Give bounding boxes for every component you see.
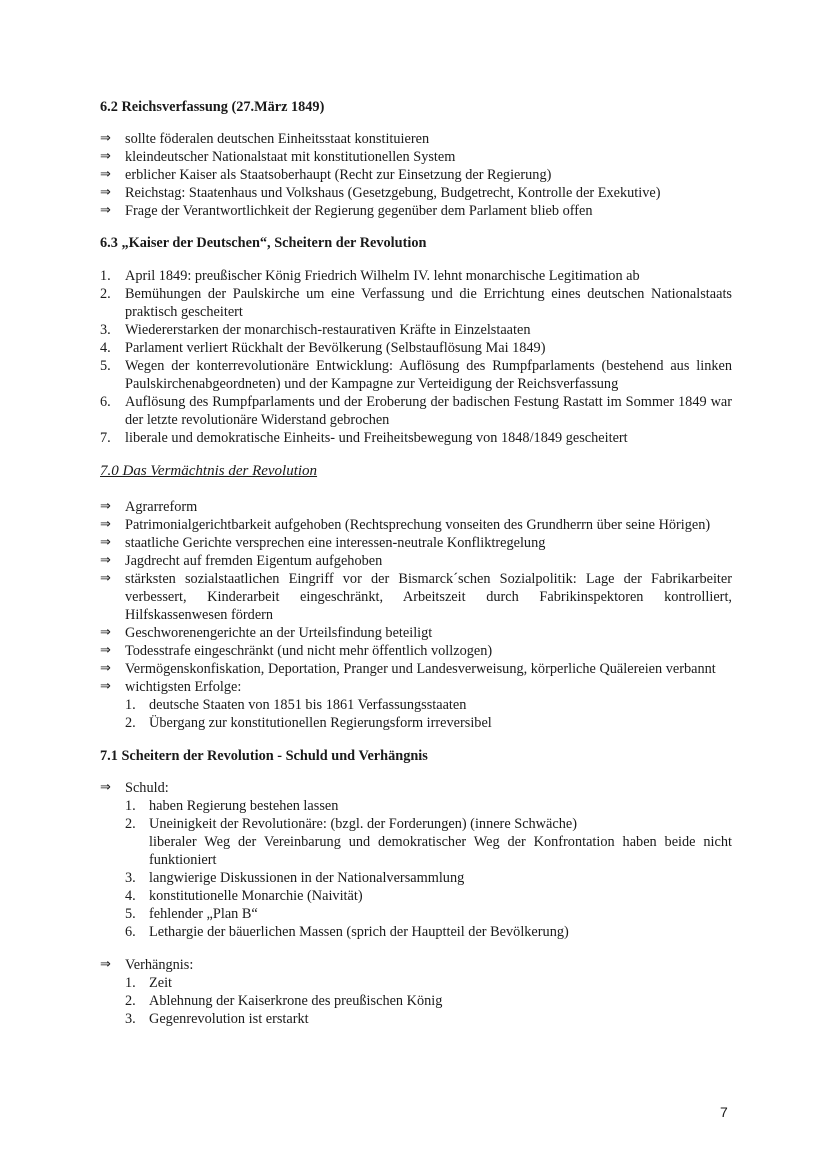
arrow-icon: ⇒ [100,535,111,550]
arrow-icon: ⇒ [100,661,111,676]
arrow-icon: ⇒ [100,553,111,568]
list-item: ⇒ erblicher Kaiser als Staatsoberhaupt (Recht zur Einsetzung der Regierung) [100,167,552,183]
section-6-2-list [100,130,732,220]
list-item: ⇒ Vermögenskonfiskation, Deportation, Pranger und Landesverweisung, körperliche Quälereien verbannt [100,661,716,677]
list-item: ⇒ Agrarreform [100,499,198,515]
numbered-subitem: 5. fehlender „Plan B“ [125,906,258,922]
list-item: ⇒ sollte föderalen deutschen Einheitsstaat konstituieren [100,131,430,147]
spacer [100,941,732,956]
arrow-icon: ⇒ [100,625,111,640]
arrow-icon: ⇒ [100,499,111,514]
section-7-0-list [100,498,732,732]
arrow-icon: ⇒ [100,185,111,200]
arrow-icon: ⇒ [100,643,111,658]
numbered-item: 6. Auflösung des Rumpfparlaments und der Eroberung der badischen Festung Rastatt im Sommer 1849 war der letzte revolutionäre Widerstand gebrochen [100,394,732,428]
list-item: ⇒ Jagdrecht auf fremden Eigentum aufgehoben [100,553,383,569]
numbered-item: 3. Wiedererstarken der monarchisch-restaurativen Kräfte in Einzelstaaten [100,322,531,338]
numbered-item: 4. Parlament verliert Rückhalt der Bevölkerung (Selbstauflösung Mai 1849) [100,340,546,356]
list-item: ⇒ Geschworenengerichte an der Urteilsfindung beteiligt [100,625,433,641]
numbered-subitem: 2. Uneinigkeit der Revolutionäre: (bzgl. der Forderungen) (innere Schwäche) [125,816,577,832]
arrow-icon: ⇒ [100,517,111,532]
list-item: ⇒ Patrimonialgerichtbarkeit aufgehoben (Rechtsprechung vonseiten des Grundherrn über seine Hörigen) [100,517,711,533]
page-number: 7 [720,1104,728,1120]
list-item: ⇒ Schuld: [100,780,169,796]
list-item: ⇒ kleindeutscher Nationalstaat mit konstitutionellen System [100,149,456,165]
section-6-3-list [100,267,732,447]
arrow-icon: ⇒ [100,957,111,972]
arrow-icon: ⇒ [100,149,111,164]
numbered-subitem: 1. deutsche Staaten von 1851 bis 1861 Verfassungsstaaten [125,697,467,713]
section-6-3-heading: 6.3 „Kaiser der Deutschen“, Scheitern der Revolution [100,235,427,251]
numbered-item: 7. liberale und demokratische Einheits- und Freiheitsbewegung von 1848/1849 gescheitert [100,430,628,446]
page-content [100,98,732,1028]
numbered-subitem: 3. Gegenrevolution ist erstarkt [125,1011,309,1027]
numbered-subitem: 2. Übergang zur konstitutionellen Regierungsform irreversibel [125,715,492,731]
section-7-1-heading: 7.1 Scheitern der Revolution - Schuld und Verhängnis [100,748,428,764]
list-item: ⇒ Verhängnis: [100,957,194,973]
numbered-subitem: 2. Ablehnung der Kaiserkrone des preußischen König [125,993,443,1009]
list-item: ⇒ Todesstrafe eingeschränkt (und nicht mehr öffentlich vollzogen) [100,643,493,659]
numbered-item: 5. Wegen der konterrevolutionäre Entwicklung: Auflösung des Rumpfparlaments (bestehend aus linken Paulskirchenabgeordneten) und der Kampagne zur Verteidigung der Reichsverfassung [100,358,732,392]
numbered-item: 1. April 1849: preußischer König Friedrich Wilhelm IV. lehnt monarchische Legitimation ab [100,268,640,284]
arrow-icon: ⇒ [100,571,111,586]
section-7-0-heading: 7.0 Das Vermächtnis der Revolution [100,463,318,479]
arrow-icon: ⇒ [100,780,111,795]
arrow-icon: ⇒ [100,679,111,694]
list-item: ⇒ stärksten sozialstaatlichen Eingriff vor der Bismarck´schen Sozialpolitik: Lage der Fabrikarbeiter verbessert, Kinderarbeit eingeschränkt, Arbeitszeit durch Fabrikinspektoren kontrolliert, Hilfskassenwesen fördern [100,571,732,623]
arrow-icon: ⇒ [100,131,111,146]
subitem-continuation: liberaler Weg der Vereinbarung und demokratischer Weg der Konfrontation haben beide nicht funktioniert [149,834,732,868]
numbered-item: 2. Bemühungen der Paulskirche um eine Verfassung und die Errichtung eines deutschen Nationalstaats praktisch gescheitert [100,286,732,320]
arrow-icon: ⇒ [100,167,111,182]
numbered-subitem: 1. Zeit [125,975,173,991]
numbered-subitem: 4. konstitutionelle Monarchie (Naivität) [125,888,363,904]
list-item: ⇒ Reichstag: Staatenhaus und Volkshaus (Gesetzgebung, Budgetrecht, Kontrolle der Exekutive) [100,185,661,201]
arrow-icon: ⇒ [100,203,111,218]
numbered-subitem: 6. Lethargie der bäuerlichen Massen (sprich der Hauptteil der Bevölkerung) [125,924,569,940]
numbered-subitem: 3. langwierige Diskussionen in der Nationalversammlung [125,870,465,886]
list-item: ⇒ Frage der Verantwortlichkeit der Regierung gegenüber dem Parlament blieb offen [100,203,593,219]
numbered-subitem: 1. haben Regierung bestehen lassen [125,798,339,814]
section-6-2-heading: 6.2 Reichsverfassung (27.März 1849) [100,99,325,115]
section-7-1-schuld [100,779,732,941]
list-item: ⇒ wichtigsten Erfolge: [100,679,242,695]
section-7-1-verhaengnis [100,956,732,1028]
list-item: ⇒ staatliche Gerichte versprechen eine interessen-neutrale Konfliktregelung [100,535,546,551]
